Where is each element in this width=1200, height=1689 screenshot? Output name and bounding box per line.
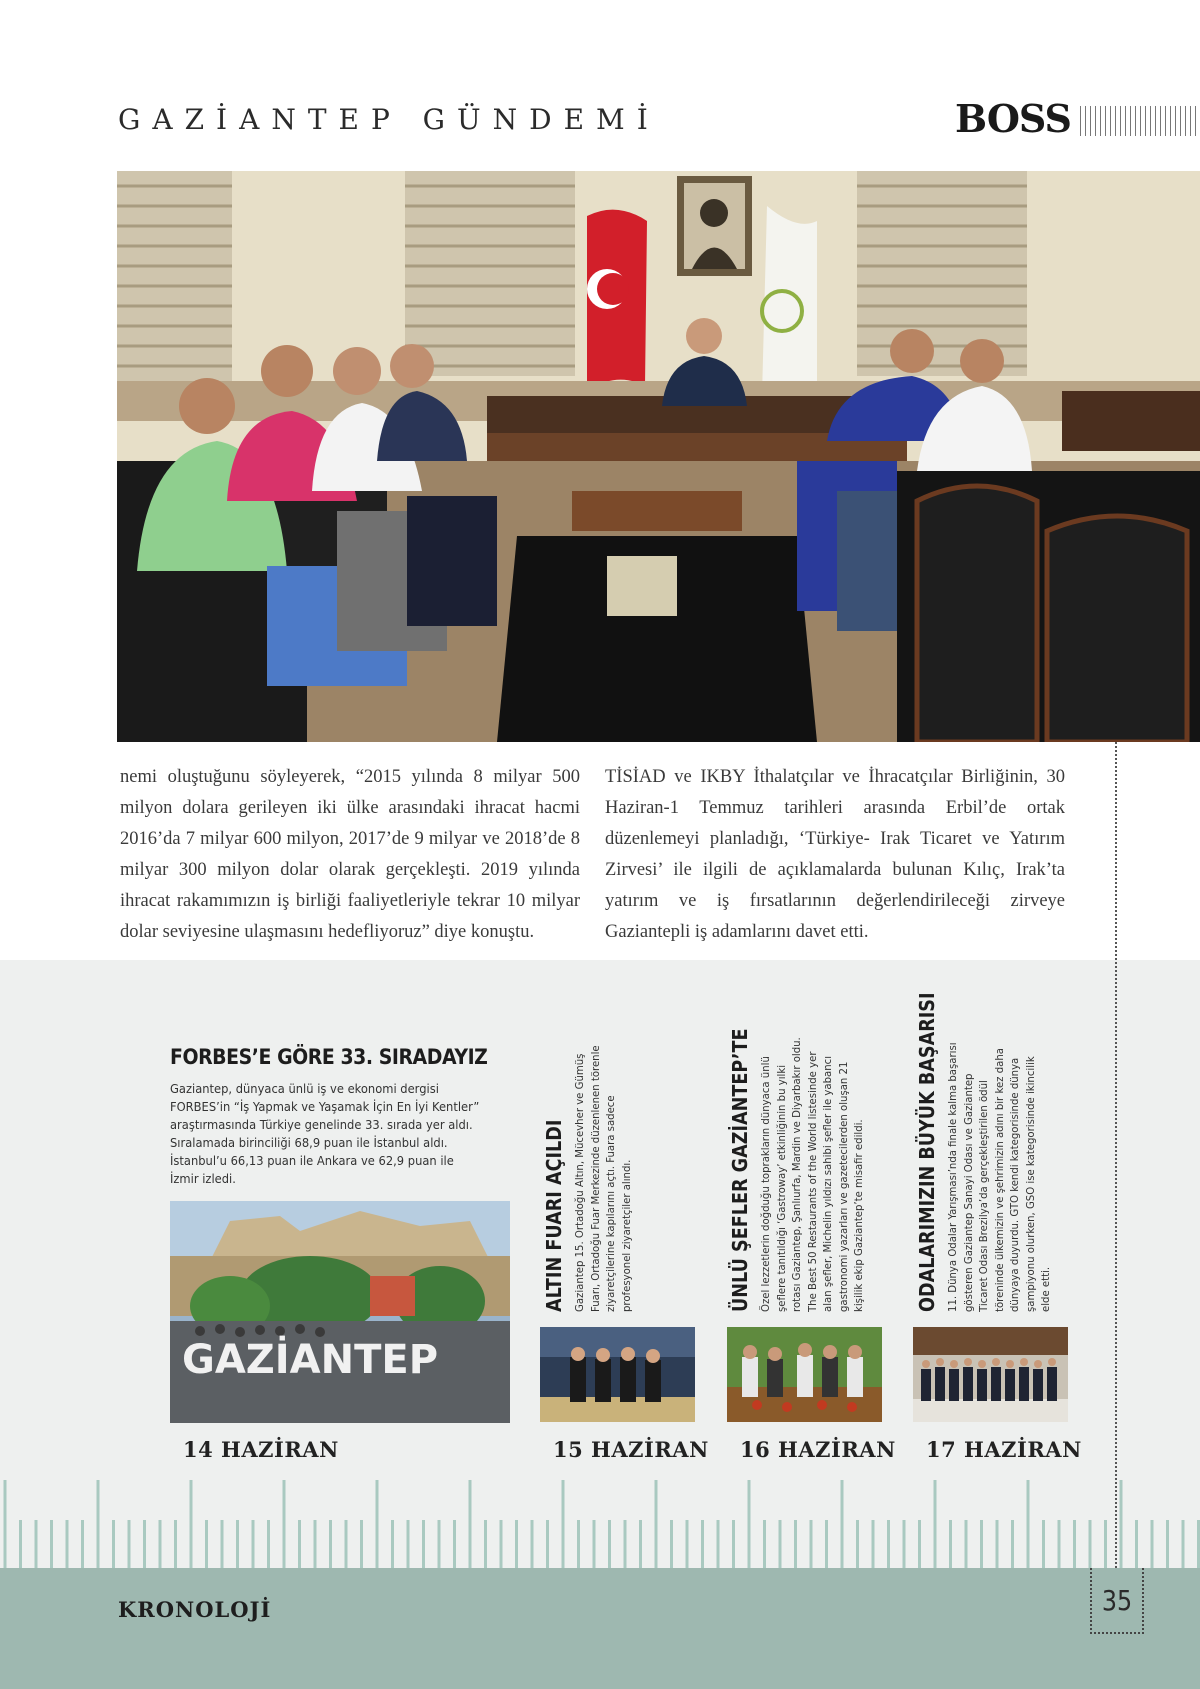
hero-photo	[117, 171, 1200, 742]
chrono-item-3-text	[728, 1022, 898, 1312]
chrono-item-4-photo	[913, 1327, 1068, 1422]
meeting-room-illustration	[117, 171, 1200, 742]
chrono-item-3-title: ÜNLÜ ŞEFLER GAZİANTEP’TE	[728, 1028, 752, 1312]
chrono-item-4-text	[915, 992, 1085, 1312]
chefs-illustration	[727, 1327, 882, 1422]
barcode-decoration	[1080, 106, 1200, 136]
page-number: 35	[1101, 1584, 1133, 1617]
gaziantep-sign: GAZİANTEP	[182, 1337, 439, 1383]
chrono-item-1-title: FORBES’E GÖRE 33. SIRADAYIZ	[170, 1045, 488, 1069]
footer-band	[0, 1568, 1200, 1689]
chrono-item-2-text	[542, 1022, 712, 1312]
award-ceremony-illustration	[913, 1327, 1068, 1422]
article-column-right: TİSİAD ve IKBY İthalatçılar ve İhracatçılar Birliğinin, 30 Haziran-1 Temmuz tarihleri arasında Erbil’de ortak düzenlemeyi planladığı, ‘Türkiye- Irak Ticaret ve Yatırım Zirvesi’ ile ilgili de açıklamalarda bulunan Kılıç, Irak’ta yatırım ve iş fırsatlarının değerlendirileceği zirveye Gaziantepli iş adamlarını davet etti.	[605, 767, 1065, 942]
article-column-left: nemi oluştuğunu söyleyerek, “2015 yılında 8 milyar 500 milyon dolara gerileyen iki ülke arasındaki ihracat hacmi 2016’da 7 milyar 600 milyon, 2017’de 9 milyar ve 2018’de 8 milyar 300 milyon dolar olarak gerçekleşti. 2019 yılında ihracat rakamımızın iş birliği faaliyetleriyle tekrar 10 milyar dolar seviyesine ulaşmasını hedefliyoruz” diye konuştu.	[120, 767, 580, 942]
timeline-ruler	[0, 1475, 1200, 1570]
chrono-item-2-body: Gaziantep 15. Ortadoğu Altın, Mücevher ve Gümüş Fuarı, Ortadoğu Fuar Merkezinde düzenlenen törenle ziyaretçilerine kapılarını açtı. Fuara sadece profesyonel ziyaretçiler alındı.	[573, 1045, 633, 1312]
chrono-item-2-date: 15 HAZİRAN	[553, 1437, 709, 1462]
chrono-item-1-body: Gaziantep, dünyaca ünlü iş ve ekonomi dergisi FORBES’in “İş Yapmak ve Yaşamak İçin En İyi Kentler” araştırmasında Türkiye genelinde 33. sırada yer aldı. Sıralamada birinciliği 68,9 puan ile İstanbul aldı. İstanbul’u 66,13 puan ile Ankara ve 62,9 puan ile İzmir izledi.	[170, 1081, 480, 1186]
gold-fair-illustration	[540, 1327, 695, 1422]
chrono-item-3-date: 16 HAZİRAN	[740, 1437, 896, 1462]
footer-section-label: KRONOLOJİ	[118, 1597, 272, 1622]
section-title: GAZİANTEP GÜNDEMİ	[118, 103, 660, 136]
chrono-item-4-title: ODALARIMIZIN BÜYÜK BAŞARISI	[915, 992, 939, 1312]
dotted-guide-line	[1115, 742, 1117, 1568]
chrono-item-1-photo	[170, 1201, 510, 1423]
gaziantep-castle-illustration	[170, 1201, 510, 1423]
chrono-item-2-title: ALTIN FUARI AÇILDI	[542, 1119, 566, 1312]
chrono-item-4-body: 11. Dünya Odalar Yarışması’nda finale kalma başarısı gösteren Gaziantep Sanayi Odası ve Gaziantep Ticaret Odası Brezilya’da gerçekleştirilen ödül töreninde ülkemizin ve şehrimizin adını bir kez daha dünyaya duyurdu. GTO kendi kategorisinde dünya şampiyonu olurken, GSO ise kategorisinde ikincilik elde etti.	[946, 1042, 1052, 1312]
chrono-item-1-date: 14 HAZİRAN	[183, 1437, 339, 1462]
magazine-logo: BOSS	[955, 96, 1071, 141]
chrono-item-3-body: Özel lezzetlerin doğduğu toprakların dünyaca ünlü şeflere tanıtıldığı ‘Gastroway’ etkinliğinin bu yılki rotası Gaziantep, Şanlıurfa, Mardin ve Diyarbakır oldu. The Best 50 Restaurants of the World listesinde yer alan şefler, Michelin yıldızı sahibi şefler ile yabancı gastronomi yazarları ve gazetecilerden oluşan 21 kişilik ekip Gaziantep’te misafir edildi.	[759, 1037, 865, 1312]
chrono-item-4-date: 17 HAZİRAN	[926, 1437, 1082, 1462]
chrono-item-3-photo	[727, 1327, 882, 1422]
chrono-item-2-photo	[540, 1327, 695, 1422]
